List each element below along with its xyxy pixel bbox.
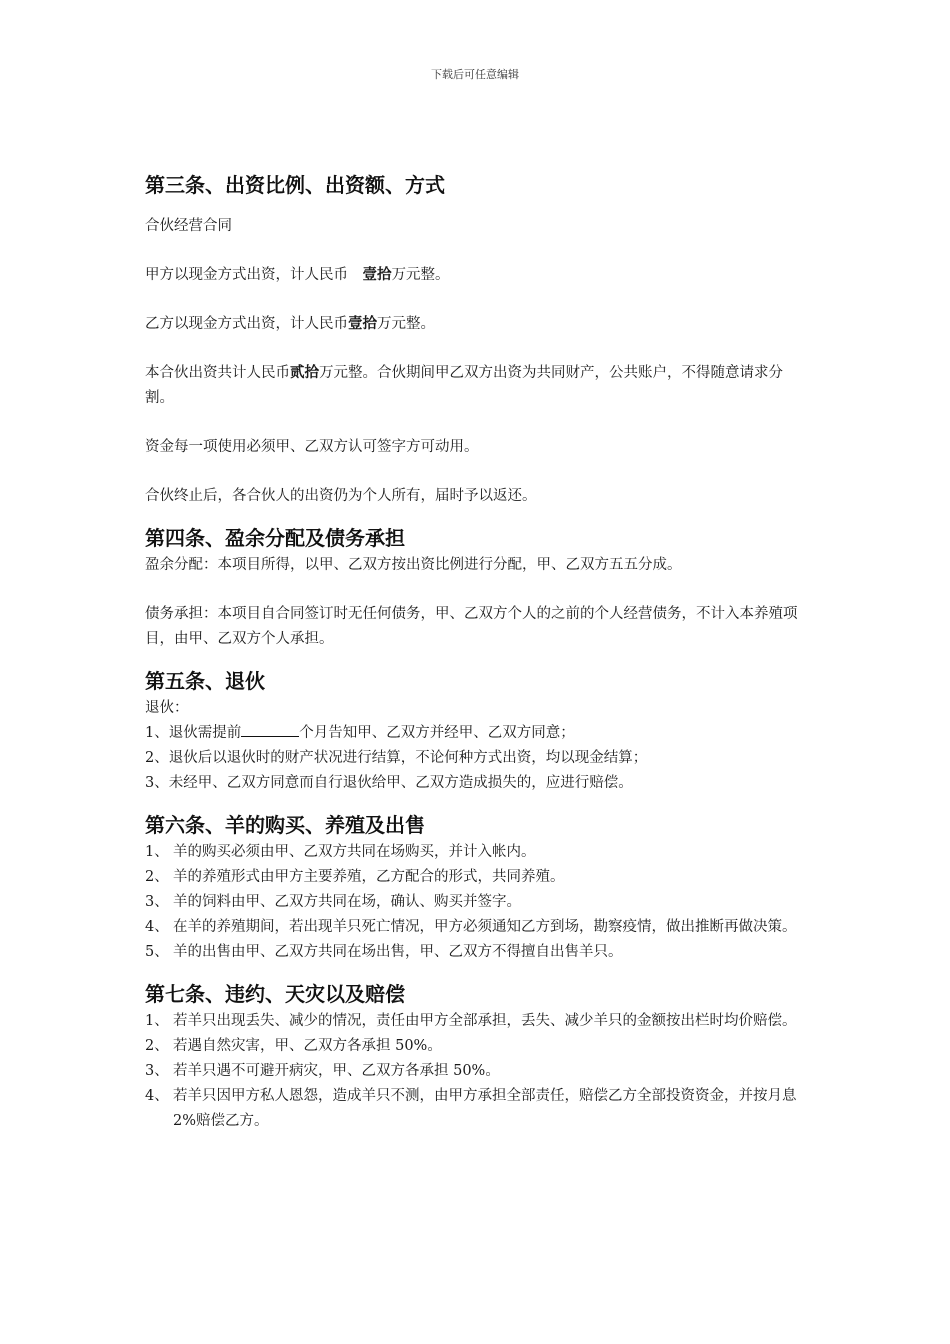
list-text: 若羊只因甲方私人恩怨，造成羊只不测，由甲方承担全部责任，赔偿乙方全部投资资金，并按月息 2%赔偿乙方。: [173, 1088, 797, 1129]
list-text: 羊的出售由甲、乙双方共同在场出售，甲、乙双方不得擅自出售羊只。: [173, 944, 623, 960]
text-span: 甲方以现金方式出资，计人民币: [145, 267, 363, 283]
article-7-title: 第七条、违约、天灾以及赔偿: [145, 982, 405, 1006]
article-5-item-2: 2、退伙后以退伙时的财产状况进行结算，不论何种方式出资，均以现金结算；: [145, 750, 648, 766]
list-item: [145, 1009, 807, 1034]
article-4-title: 第四条、盈余分配及债务承担: [145, 526, 405, 550]
header-note: 下载后可任意编辑: [431, 68, 519, 81]
article-5-title: 第五条、退伙: [145, 669, 265, 693]
list-number: 2、: [145, 1038, 169, 1054]
list-text: 若羊只遇不可避开病灾，甲、乙双方各承担 50%。: [173, 1063, 500, 1079]
text-span: 乙方以现金方式出资，计人民币: [145, 316, 348, 332]
list-text: 若羊只出现丢失、减少的情况，责任由甲方全部承担，丢失、减少羊只的金额按出栏时均价赔偿。: [173, 1013, 797, 1029]
list-item: [145, 1059, 807, 1084]
article-6-list: [145, 840, 807, 965]
list-item: [145, 840, 807, 865]
list-number: 4、: [145, 919, 169, 935]
list-item: [145, 940, 807, 965]
article-3-para-2: [145, 312, 807, 337]
amount-party-a: 壹拾: [362, 267, 392, 283]
list-text: 若遇自然灾害，甲、乙双方各承担 50%。: [173, 1038, 442, 1054]
list-item: [145, 890, 807, 915]
text-span: 个月告知甲、乙双方并经甲、乙双方同意；: [299, 725, 575, 741]
list-item: [145, 1034, 807, 1059]
list-number: 3、: [145, 1063, 169, 1079]
list-item: [145, 915, 807, 940]
list-item: [145, 1084, 807, 1134]
list-text: 在羊的养殖期间，若出现羊只死亡情况，甲方必须通知乙方到场，勘察疫情，做出推断再做决策。: [173, 919, 797, 935]
list-number: 5、: [145, 944, 169, 960]
list-number: 3、: [145, 894, 169, 910]
article-6-title: 第六条、羊的购买、养殖及出售: [145, 813, 425, 837]
text-span: 万元整。合伙期间甲乙双方出资为共同财产，公共账户，不得随意请求分割。: [145, 365, 783, 406]
article-3-para-5: 合伙终止后，各合伙人的出资仍为个人所有，届时予以返还。: [145, 488, 537, 504]
article-3-para-1: [145, 263, 807, 288]
article-5-item-3: 3、未经甲、乙双方同意而自行退伙给甲、乙双方造成损失的，应进行赔偿。: [145, 775, 633, 791]
article-3-subtitle: 合伙经营合同: [145, 218, 232, 234]
text-span: 1、退伙需提前: [145, 725, 242, 741]
list-number: 2、: [145, 869, 169, 885]
article-4-para-1: 盈余分配：本项目所得，以甲、乙双方按出资比例进行分配，甲、乙双方五五分成。: [145, 557, 682, 573]
blank-underline: [241, 722, 299, 737]
list-number: 1、: [145, 844, 169, 860]
article-5-intro: 退伙：: [145, 700, 189, 716]
list-number: 1、: [145, 1013, 169, 1029]
list-text: 羊的购买必须由甲、乙双方共同在场购买，并计入帐内。: [173, 844, 536, 860]
amount-total: 贰拾: [290, 365, 319, 381]
article-3-para-4: 资金每一项使用必须甲、乙双方认可签字方可动用。: [145, 439, 479, 455]
list-text: 羊的饲料由甲、乙双方共同在场，确认、购买并签字。: [173, 894, 521, 910]
amount-party-b: 壹拾: [348, 316, 377, 332]
article-4-para-2: 债务承担：本项目自合同签订时无任何债务，甲、乙双方个人的之前的个人经营债务，不计入本养殖项目，由甲、乙双方个人承担。: [145, 606, 798, 647]
document-body: [145, 170, 807, 1134]
article-5-item-1: [145, 721, 807, 746]
article-3-para-3: [145, 361, 807, 411]
list-text: 羊的养殖形式由甲方主要养殖，乙方配合的形式，共同养殖。: [173, 869, 565, 885]
text-span: 本合伙出资共计人民币: [145, 365, 290, 381]
list-item: [145, 865, 807, 890]
list-number: 4、: [145, 1088, 169, 1104]
text-span: 万元整。: [391, 267, 450, 283]
text-span: 万元整。: [377, 316, 435, 332]
article-7-list: [145, 1009, 807, 1134]
article-3-title: 第三条、出资比例、出资额、方式: [145, 173, 445, 197]
